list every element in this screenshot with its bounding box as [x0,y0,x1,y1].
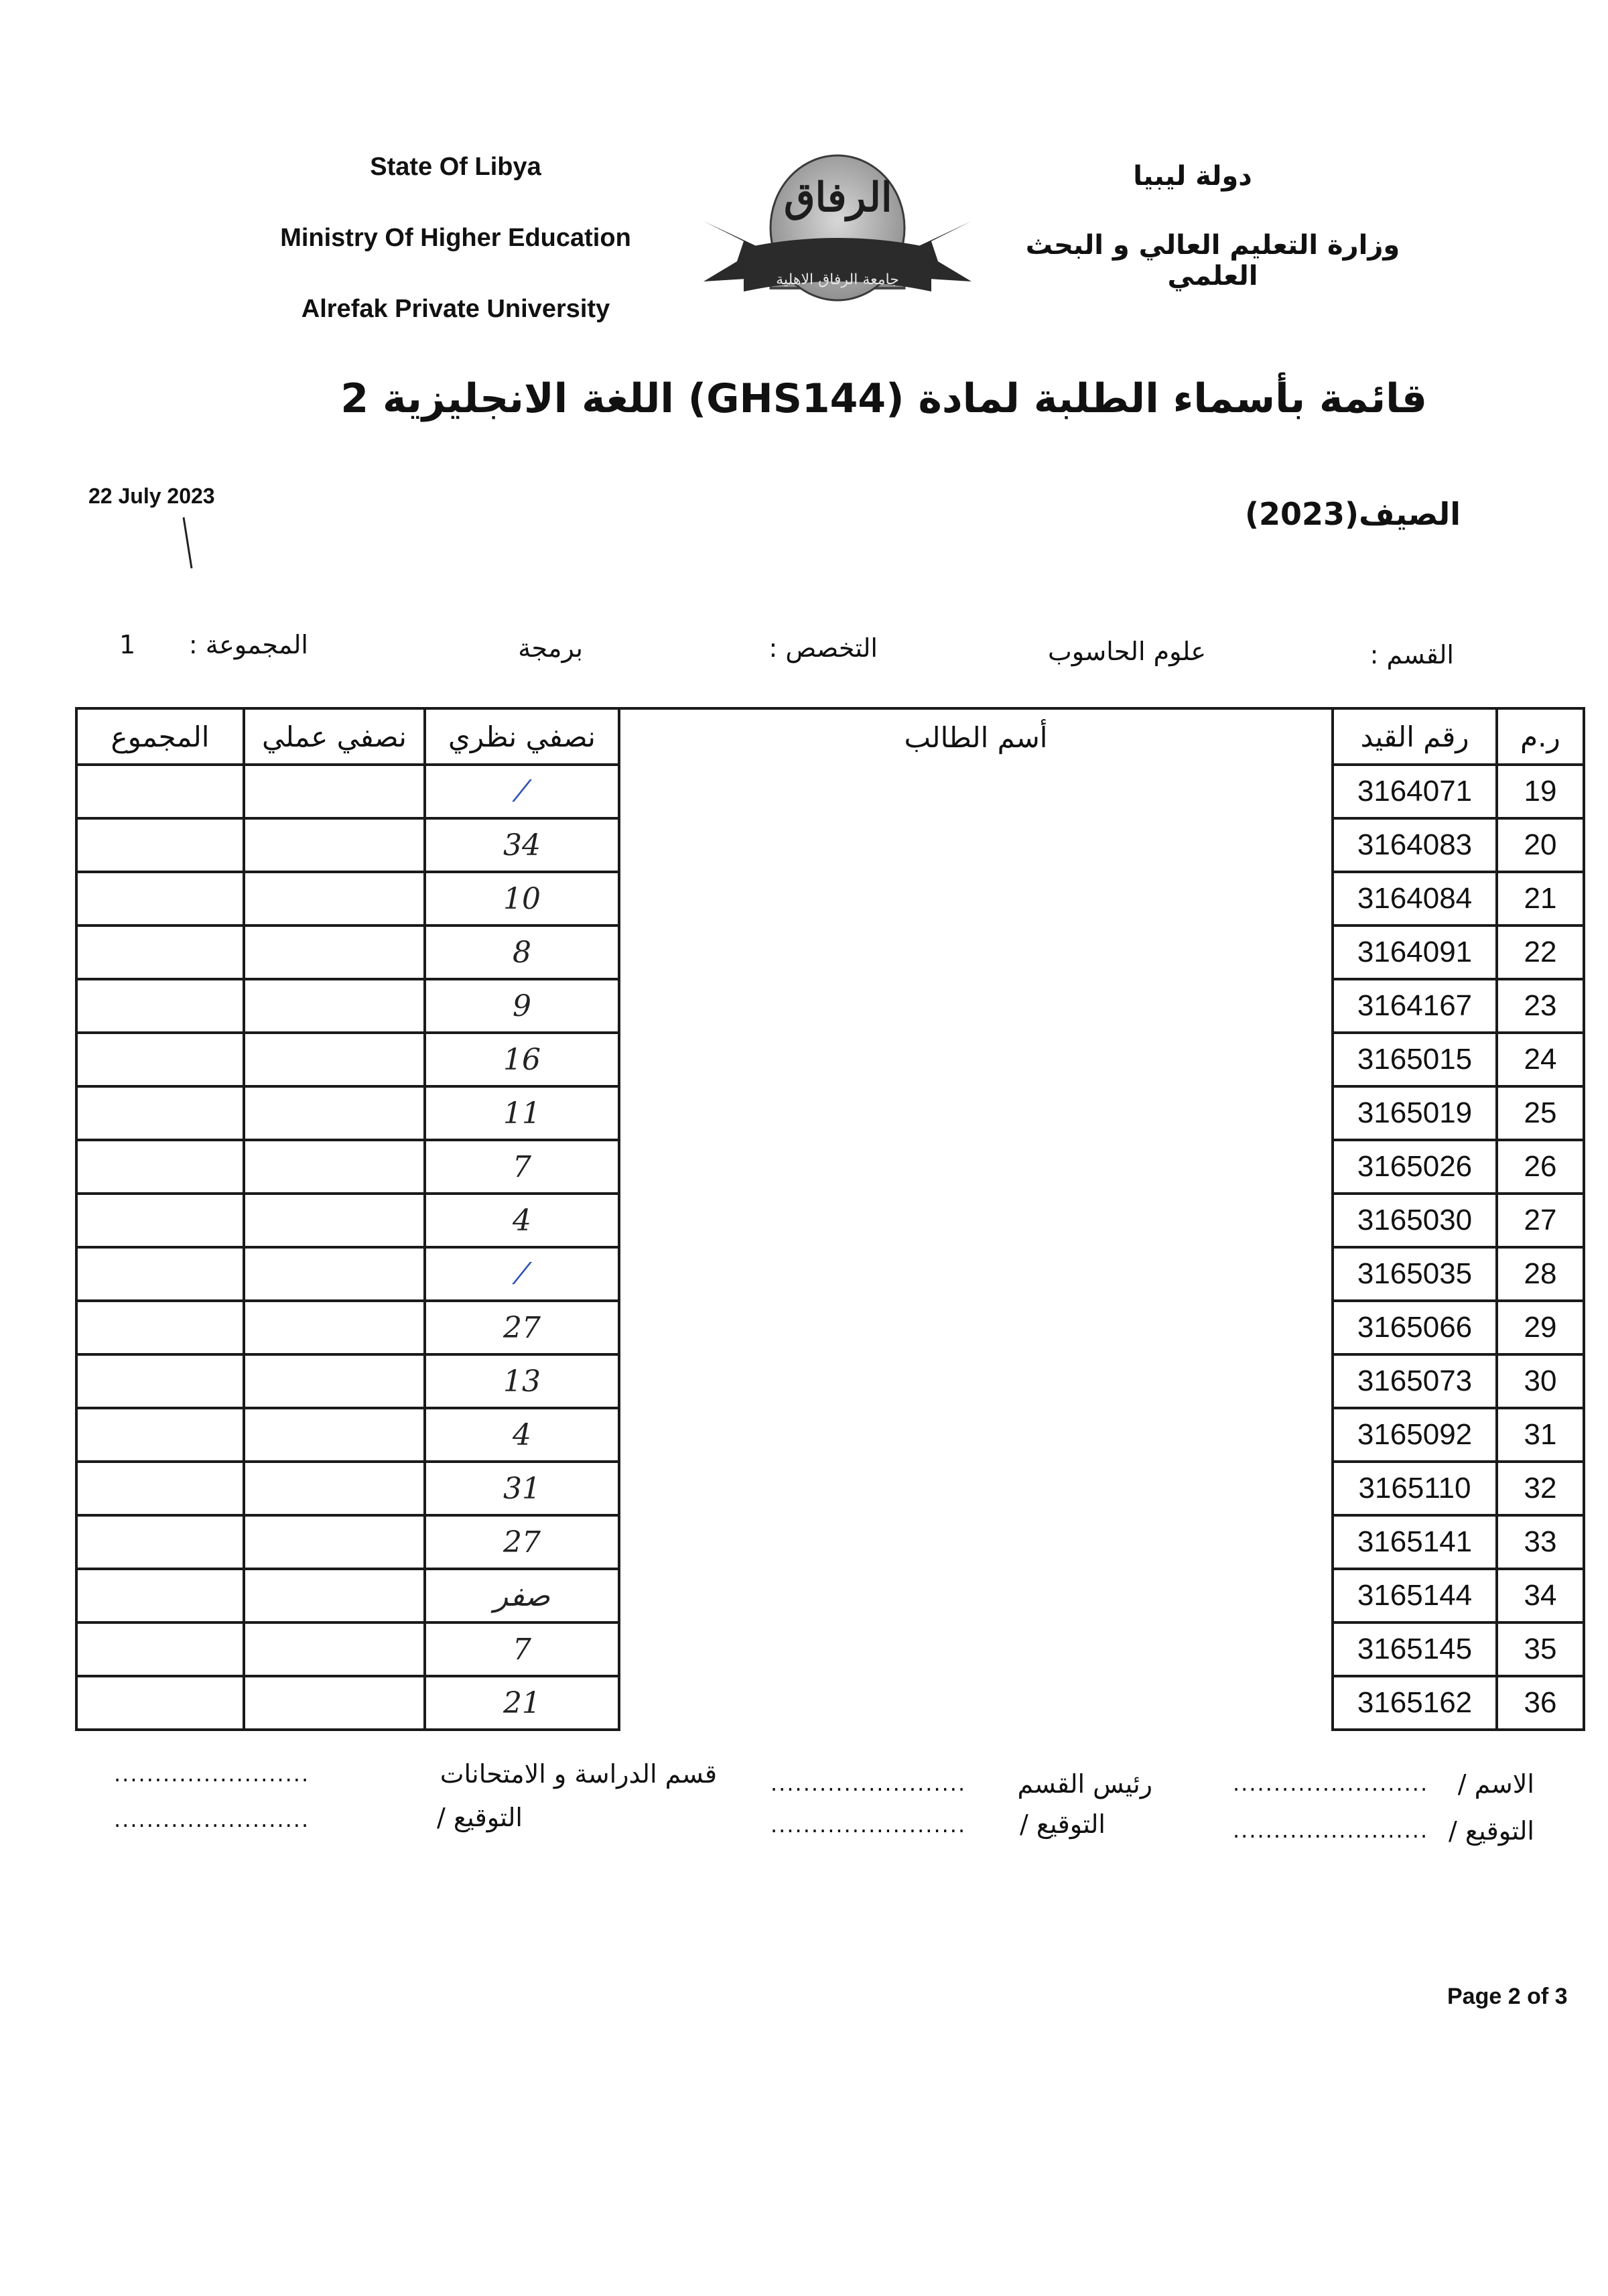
date-pen-mark [181,516,194,570]
col-header-reg-no: رقم القيد [1333,708,1497,765]
total-cell [76,1247,244,1301]
footer-signature-label-3: التوقيع / [437,1803,523,1832]
header-ministry-en: Ministry Of Higher Education [280,224,631,252]
reg-no-cell: 3164083 [1333,818,1497,872]
practical-cell [244,1622,425,1676]
total-cell [76,1569,244,1622]
practical-cell [244,818,425,872]
theory-cell: 16 [425,1033,619,1086]
seq-cell: 25 [1497,1086,1584,1140]
footer-name-dots: ........................ [1233,1771,1429,1796]
seq-cell: 30 [1497,1354,1584,1408]
page-title: قائمة بأسماء الطلبة لمادة (GHS144) اللغة الانجليزية 2 [340,375,1427,422]
practical-cell [244,926,425,979]
theory-cell: ⁄ [425,1247,619,1301]
total-cell [76,1033,244,1086]
col-header-theory: نصفي نظري [425,708,619,765]
student-name-cell [619,1033,1333,1086]
seq-cell: 35 [1497,1622,1584,1676]
total-cell [76,1676,244,1730]
student-name-cell [619,1462,1333,1515]
reg-no-cell: 3164091 [1333,926,1497,979]
practical-cell [244,1301,425,1354]
theory-cell: صفر [425,1569,619,1622]
practical-cell [244,1569,425,1622]
total-cell [76,1140,244,1194]
student-name-cell [619,765,1333,818]
footer-signature-dots-3: ........................ [114,1807,310,1832]
student-name-cell [619,1515,1333,1569]
theory-cell: 9 [425,979,619,1033]
seq-cell: 36 [1497,1676,1584,1730]
logo-subtext: جامعة الرفاق الاهلية [776,271,899,288]
reg-no-cell: 3165030 [1333,1194,1497,1247]
footer-signature-dots-2: ........................ [770,1812,967,1838]
practical-cell [244,1515,425,1569]
student-name-cell [619,926,1333,979]
table-header-row [76,708,1584,765]
reg-no-cell: 3165035 [1333,1247,1497,1301]
theory-cell: 27 [425,1301,619,1354]
total-cell [76,1462,244,1515]
student-name-cell [619,979,1333,1033]
term-label: الصيف(2023) [1244,496,1461,532]
theory-cell: 27 [425,1515,619,1569]
footer-signature-label-2: التوقيع / [1020,1809,1106,1839]
table-row [76,1194,1584,1247]
table-row [76,979,1584,1033]
practical-cell [244,1033,425,1086]
col-header-seq: ر.م [1497,708,1584,765]
practical-cell [244,1247,425,1301]
footer-exams-dept: قسم الدراسة و الامتحانات [440,1759,717,1789]
reg-no-cell: 3165092 [1333,1408,1497,1462]
seq-cell: 31 [1497,1408,1584,1462]
seq-cell: 20 [1497,818,1584,872]
table-row [76,765,1584,818]
footer-signature-label-1: التوقيع / [1449,1816,1534,1846]
total-cell [76,1408,244,1462]
total-cell [76,926,244,979]
practical-cell [244,1462,425,1515]
logo-text: الرفاق [784,174,892,221]
reg-no-cell: 3165019 [1333,1086,1497,1140]
header-university-en: Alrefak Private University [301,295,610,323]
reg-no-cell: 3165073 [1333,1354,1497,1408]
reg-no-cell: 3165145 [1333,1622,1497,1676]
table-row [76,1086,1584,1140]
practical-cell [244,1086,425,1140]
seq-cell: 19 [1497,765,1584,818]
practical-cell [244,1354,425,1408]
specialization-value: برمجة [518,633,583,663]
student-name-cell [619,1140,1333,1194]
reg-no-cell: 3164084 [1333,872,1497,926]
table-row [76,1301,1584,1354]
col-header-total: المجموع [76,708,244,765]
footer-exams-dots: ........................ [114,1761,310,1787]
total-cell [76,872,244,926]
practical-cell [244,1194,425,1247]
date-label: 22 July 2023 [88,484,215,508]
table-row [76,1247,1584,1301]
page-number: Page 2 of 3 [1447,1984,1568,2009]
department-label: القسم : [1369,640,1454,669]
total-cell [76,1301,244,1354]
seq-cell: 22 [1497,926,1584,979]
seq-cell: 27 [1497,1194,1584,1247]
table-row [76,1408,1584,1462]
theory-cell: 31 [425,1462,619,1515]
total-cell [76,765,244,818]
seq-cell: 28 [1497,1247,1584,1301]
student-name-cell [619,872,1333,926]
seq-cell: 34 [1497,1569,1584,1622]
seq-cell: 32 [1497,1462,1584,1515]
student-name-cell [619,818,1333,872]
practical-cell [244,765,425,818]
col-header-name: أسم الطالب [619,708,1333,765]
reg-no-cell: 3165066 [1333,1301,1497,1354]
total-cell [76,1354,244,1408]
reg-no-cell: 3165026 [1333,1140,1497,1194]
reg-no-cell: 3165144 [1333,1569,1497,1622]
reg-no-cell: 3164071 [1333,765,1497,818]
students-table [75,707,1585,1731]
student-name-cell [619,1247,1333,1301]
reg-no-cell: 3164167 [1333,979,1497,1033]
total-cell [76,1086,244,1140]
reg-no-cell: 3165015 [1333,1033,1497,1086]
total-cell [76,818,244,872]
theory-cell: 21 [425,1676,619,1730]
footer-name-label: الاسم / [1457,1769,1534,1799]
table-row [76,818,1584,872]
theory-cell: 7 [425,1622,619,1676]
group-label: المجموعة : [188,630,308,659]
student-name-cell [619,1086,1333,1140]
seq-cell: 24 [1497,1033,1584,1086]
theory-cell: ⁄ [425,765,619,818]
seq-cell: 23 [1497,979,1584,1033]
practical-cell [244,979,425,1033]
table-row [76,1515,1584,1569]
student-name-cell [619,1408,1333,1462]
theory-cell: 4 [425,1194,619,1247]
footer-dept-head: رئيس القسم [1017,1769,1152,1799]
table-row [76,1140,1584,1194]
student-name-cell [619,1301,1333,1354]
student-name-cell [619,1194,1333,1247]
department-value: علوم الحاسوب [1048,637,1206,666]
student-name-cell [619,1676,1333,1730]
table-row [76,1033,1584,1086]
university-logo [697,147,978,322]
table-row [76,872,1584,926]
theory-cell: 7 [425,1140,619,1194]
student-name-cell [619,1622,1333,1676]
table-row [76,1676,1584,1730]
practical-cell [244,1408,425,1462]
total-cell [76,1622,244,1676]
table-row [76,1354,1584,1408]
table-row [76,1462,1584,1515]
col-header-practical: نصفي عملي [244,708,425,765]
header-country-en: State Of Libya [370,153,541,181]
total-cell [76,1194,244,1247]
theory-cell: 10 [425,872,619,926]
seq-cell: 33 [1497,1515,1584,1569]
specialization-label: التخصص : [768,633,878,663]
theory-cell: 11 [425,1086,619,1140]
header-country-ar: دولة ليبيا [1133,161,1252,192]
header-ministry-ar: وزارة التعليم العالي و البحث العلمي [1025,230,1400,292]
group-value: 1 [119,630,136,659]
table-row [76,926,1584,979]
total-cell [76,1515,244,1569]
footer-signature-dots-1: ........................ [1233,1817,1429,1843]
theory-cell: 13 [425,1354,619,1408]
student-name-cell [619,1569,1333,1622]
theory-cell: 34 [425,818,619,872]
logo-emblem-icon [697,147,978,322]
practical-cell [244,1676,425,1730]
practical-cell [244,1140,425,1194]
table-row [76,1569,1584,1622]
table-row [76,1622,1584,1676]
total-cell [76,979,244,1033]
reg-no-cell: 3165110 [1333,1462,1497,1515]
student-name-cell [619,1354,1333,1408]
theory-cell: 4 [425,1408,619,1462]
seq-cell: 29 [1497,1301,1584,1354]
reg-no-cell: 3165162 [1333,1676,1497,1730]
seq-cell: 21 [1497,872,1584,926]
reg-no-cell: 3165141 [1333,1515,1497,1569]
practical-cell [244,872,425,926]
footer-dept-head-dots: ........................ [770,1771,967,1796]
theory-cell: 8 [425,926,619,979]
seq-cell: 26 [1497,1140,1584,1194]
